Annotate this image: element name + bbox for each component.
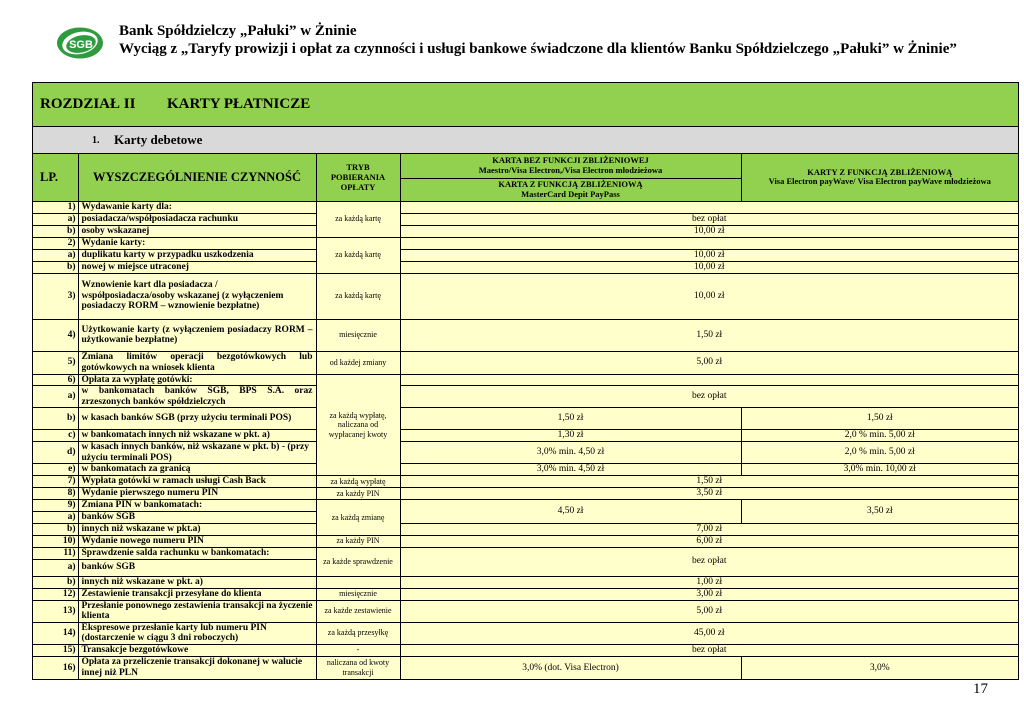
subsection-number: 1. [92, 135, 100, 146]
table-row [33, 261, 1018, 273]
row-description: nowej w miejsce utraconej [78, 261, 316, 273]
row-number: 13) [33, 600, 78, 622]
fee-table [33, 154, 1018, 679]
row-number: a) [33, 511, 78, 523]
table-row [33, 374, 1018, 386]
table-row [33, 225, 1018, 237]
row-value-card-b: 3,50 zł [741, 500, 1018, 524]
row-description: Transakcje bezgotówkowe [78, 644, 316, 656]
row-number: 2) [33, 237, 78, 249]
document-header [56, 22, 1016, 66]
row-mode: od każdej zmiany [316, 351, 400, 374]
table-row [33, 464, 1018, 476]
row-value: bez opłat [400, 644, 1018, 656]
fee-table-sheet [32, 82, 1019, 680]
row-mode: - [316, 644, 400, 656]
page-number: 17 [973, 681, 988, 697]
row-value-card-a: 1,50 zł [400, 408, 741, 430]
row-value: 1,50 zł [400, 319, 1018, 351]
card-a-title: KARTA BEZ FUNKCJI ZBLIŻENIOWEJ [492, 155, 649, 166]
column-header-card-b [741, 154, 1018, 201]
row-value-card-a: 1,30 zł [400, 430, 741, 442]
card-a2-title: KARTA Z FUNKCJĄ ZBLIŻENIOWĄ [498, 179, 643, 189]
row-number: b) [33, 261, 78, 273]
table-row [33, 547, 1018, 559]
row-value: 45,00 zł [400, 622, 1018, 644]
row-description: Zmiana limitów operacji bezgotówkowych lub gotówkowych na wniosek klienta [78, 351, 316, 374]
row-number: 16) [33, 656, 78, 679]
table-row [33, 249, 1018, 261]
row-number: b) [33, 576, 78, 588]
table-row [33, 656, 1018, 679]
row-number: 1) [33, 201, 78, 213]
row-mode: naliczana od kwoty transakcji [316, 656, 400, 679]
row-description: innych niż wskazane w pkt.a) [78, 523, 316, 535]
row-value: 10,00 zł [400, 273, 1018, 319]
row-value: 5,00 zł [400, 600, 1018, 622]
row-mode: za każdą wypłatę [316, 476, 400, 488]
row-number: a) [33, 249, 78, 261]
table-row [33, 408, 1018, 430]
row-number: a) [33, 386, 78, 408]
column-header-lp: LP. [33, 154, 78, 201]
row-number: e) [33, 464, 78, 476]
table-row [33, 476, 1018, 488]
row-number: 15) [33, 644, 78, 656]
table-row [33, 588, 1018, 600]
row-description: Opłata za przeliczenie transakcji dokonanej w walucie innej niż PLN [78, 656, 316, 679]
row-number: 4) [33, 319, 78, 351]
row-value: 10,00 zł [400, 261, 1018, 273]
row-description: Ekspresowe przesłanie karty lub numeru PIN (dostarczenie w ciągu 3 dni roboczych) [78, 622, 316, 644]
row-value: 6,00 zł [400, 535, 1018, 547]
table-row [33, 576, 1018, 588]
table-row [33, 535, 1018, 547]
row-description: Przesłanie ponownego zestawienia transakcji na życzenie klienta [78, 600, 316, 622]
row-number: a) [33, 213, 78, 225]
table-row [33, 386, 1018, 408]
row-description: Wydanie karty: [78, 237, 316, 249]
row-number: d) [33, 442, 78, 464]
row-value: 3,00 zł [400, 588, 1018, 600]
table-row [33, 237, 1018, 249]
row-number: b) [33, 408, 78, 430]
row-number: 7) [33, 476, 78, 488]
column-header-description: WYSZCZEGÓLNIENIE CZYNNOŚĆ [78, 154, 316, 201]
row-mode: za każde zestawienie [316, 600, 400, 622]
row-value: 5,00 zł [400, 351, 1018, 374]
row-value: 1,50 zł [400, 476, 1018, 488]
row-number: 12) [33, 588, 78, 600]
row-number: 14) [33, 622, 78, 644]
row-number: 8) [33, 488, 78, 500]
card-b-types: Visa Electron payWave/ Visa Electron payWave młodzieżowa [768, 176, 991, 187]
row-value-card-a: 3,0% min. 4,50 zł [400, 442, 741, 464]
row-description: w kasach banków SGB (przy użyciu terminali POS) [78, 408, 316, 430]
row-description: Wydanie pierwszego numeru PIN [78, 488, 316, 500]
row-description: Użytkowanie karty (z wyłączeniem posiadaczy RORM – użytkowanie bezpłatne) [78, 319, 316, 351]
table-row [33, 500, 1018, 512]
row-mode: miesięcznie [316, 588, 400, 600]
table-row [33, 622, 1018, 644]
section-title: KARTY PŁATNICZE [167, 96, 311, 112]
row-number: 3) [33, 273, 78, 319]
row-value: 1,00 zł [400, 576, 1018, 588]
row-mode: za każdą wypłatę, naliczana od wypłacanej kwoty [316, 374, 400, 476]
table-row [33, 644, 1018, 656]
row-mode: za każdą kartę [316, 273, 400, 319]
row-description: posiadacza/współposiadacza rachunku [78, 213, 316, 225]
row-value: bez opłat [400, 547, 1018, 576]
row-number: 5) [33, 351, 78, 374]
row-description: banków SGB [78, 559, 316, 576]
card-b-title: KARTY Z FUNKCJĄ ZBLIŻENIOWĄ [807, 166, 953, 177]
row-number: 11) [33, 547, 78, 559]
row-value-card-b: 3,0% [741, 656, 1018, 679]
row-description: Wznowienie kart dla posiadacza / współposiadacza/osoby wskazanej (z wyłączeniem posiadaczy RORM – wznowienie bezpłatne) [78, 273, 316, 319]
table-row [33, 351, 1018, 374]
section-number: ROZDZIAŁ II [40, 96, 136, 112]
row-value: bez opłat [400, 213, 1018, 225]
row-description: w bankomatach za granicą [78, 464, 316, 476]
row-number: 6) [33, 374, 78, 386]
table-row [33, 488, 1018, 500]
row-description: Opłata za wypłatę gotówki: [78, 374, 316, 386]
row-mode: za każde sprawdzenie [316, 547, 400, 576]
row-value-card-b: 1,50 zł [741, 408, 1018, 430]
table-row [33, 273, 1018, 319]
row-mode: miesięcznie [316, 319, 400, 351]
row-number: b) [33, 225, 78, 237]
row-value: bez opłat [400, 386, 1018, 408]
table-row [33, 442, 1018, 464]
row-value: 10,00 zł [400, 249, 1018, 261]
row-value: 10,00 zł [400, 225, 1018, 237]
table-row [33, 213, 1018, 225]
card-a2-types: MasterCard Depit PayPass [521, 188, 620, 199]
row-description: banków SGB [78, 511, 316, 523]
row-number: b) [33, 523, 78, 535]
row-description: Zmiana PIN w bankomatach: [78, 500, 316, 512]
document-title: Bank Spółdzielczy „Pałuki” w Żninie [119, 23, 357, 39]
row-mode: za każdy PIN [316, 535, 400, 547]
row-mode: za każdą przesyłkę [316, 622, 400, 644]
table-row [33, 600, 1018, 622]
row-description: w kasach innych banków, niż wskazane w pkt. b) - (przy użyciu terminali POS) [78, 442, 316, 464]
row-description: Zestawienie transakcji przesyłane do klienta [78, 588, 316, 600]
row-value-card-a: 3,0% min. 4,50 zł [400, 464, 741, 476]
row-number: 10) [33, 535, 78, 547]
row-value-card-a: 3,0% (dot. Visa Electron) [400, 656, 741, 679]
row-number: 9) [33, 500, 78, 512]
row-description: innych niż wskazane w pkt. a) [78, 576, 316, 588]
row-description: osoby wskazanej [78, 225, 316, 237]
row-number: a) [33, 559, 78, 576]
sgb-logo [56, 26, 104, 60]
row-description: duplikatu karty w przypadku uszkodzenia [78, 249, 316, 261]
row-number: c) [33, 430, 78, 442]
document-subtitle: Wyciąg z „Taryfy prowizji i opłat za czynności i usługi bankowe świadczone dla klientów Banku Spółdzielczego „Pałuki” w Żninie” [119, 41, 957, 57]
row-value-card-b: 2,0 % min. 5,00 zł [741, 442, 1018, 464]
subsection-title: Karty debetowe [114, 132, 203, 147]
row-description: Sprawdzenie salda rachunku w bankomatach: [78, 547, 316, 559]
row-mode: za każdą kartę [316, 201, 400, 237]
row-value-card-b: 2,0 % min. 5,00 zł [741, 430, 1018, 442]
table-row [33, 523, 1018, 535]
table-row [33, 319, 1018, 351]
row-description: w bankomatach banków SGB, BPS S.A. oraz zrzeszonych banków spółdzielczych [78, 386, 316, 408]
row-description: Wypłata gotówki w ramach usługi Cash Back [78, 476, 316, 488]
section-header [33, 83, 1018, 127]
table-row [33, 201, 1018, 213]
row-mode: za każdy PIN [316, 488, 400, 500]
table-row [33, 430, 1018, 442]
row-value: 7,00 zł [400, 523, 1018, 535]
row-mode: za każdą zmianę [316, 500, 400, 536]
row-mode: za każdą kartę [316, 237, 400, 273]
card-a-types: Maestro/Visa Electron,/Visa Electron młodzieżowa [478, 164, 663, 175]
column-header-mode: TRYB POBIERANIA OPŁATY [316, 154, 400, 201]
row-description: Wydanie nowego numeru PIN [78, 535, 316, 547]
row-description: Wydawanie karty dla: [78, 201, 316, 213]
row-value: 3,50 zł [400, 488, 1018, 500]
row-description: w bankomatach innych niż wskazane w pkt. a) [78, 430, 316, 442]
subsection-header [33, 127, 1018, 154]
column-header-card-a [400, 154, 741, 178]
row-value-card-b: 3,0% min. 10,00 zł [741, 464, 1018, 476]
column-header-card-a2 [400, 178, 741, 201]
row-value-card-a: 4,50 zł [400, 500, 741, 524]
logo-text: SGB [69, 39, 93, 51]
